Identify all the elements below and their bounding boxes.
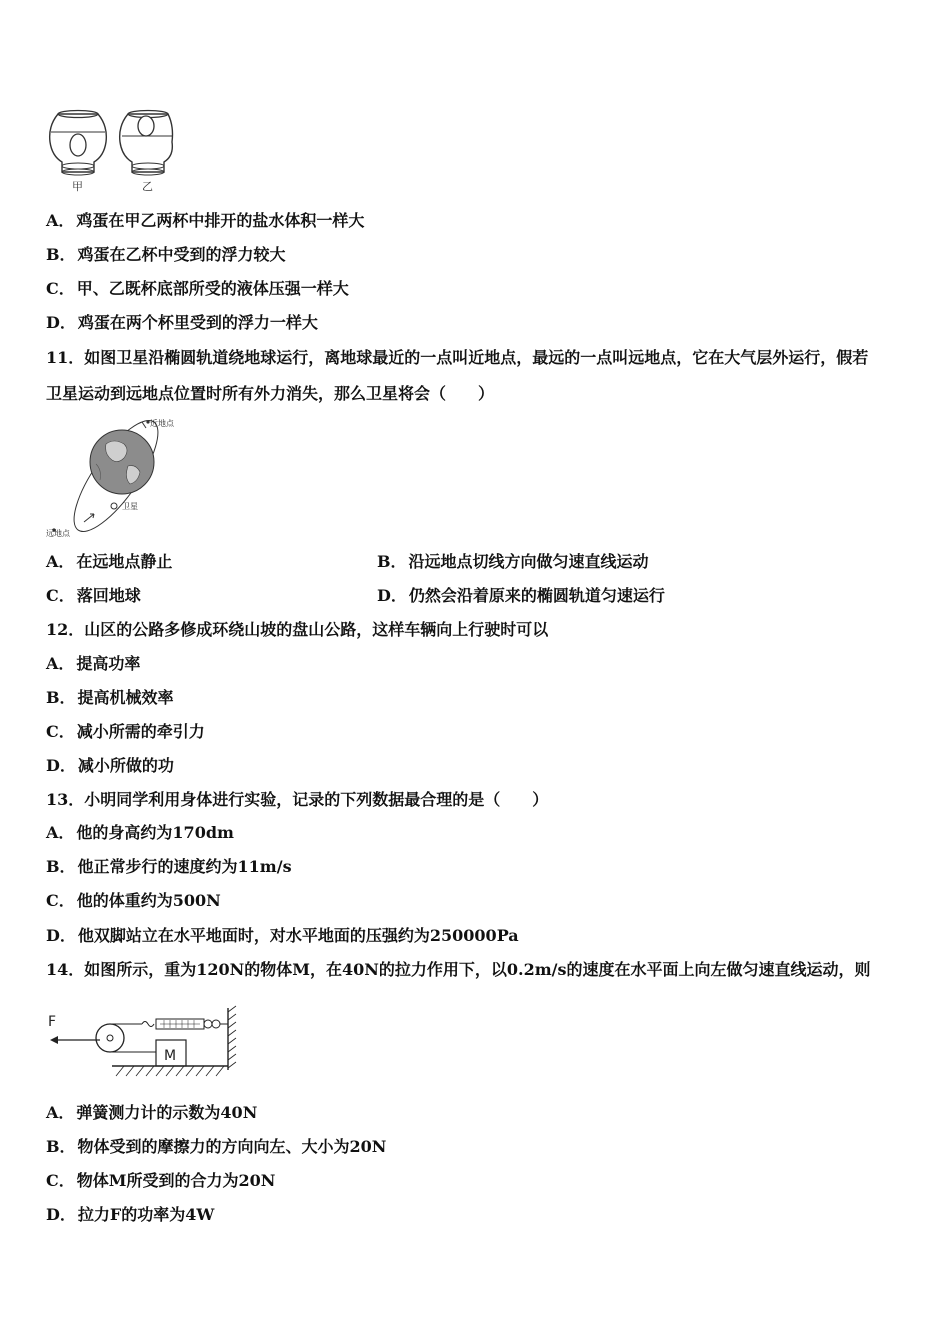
- option-text: 提高功率: [76, 654, 141, 673]
- q12-stem: 12．山区的公路多修成环绕山坡的盘山公路，这样车辆向上行驶时可以: [46, 620, 549, 639]
- option-label: D．: [46, 926, 76, 945]
- q11-option-b: [377, 551, 649, 573]
- pulley-svg: [44, 1004, 244, 1082]
- satellite-orbit-figure: [44, 414, 184, 540]
- option-label: B．: [46, 245, 76, 264]
- q11-stem-line1: 11．如图卫星沿椭圆轨道绕地球运行，离地球最近的一点叫近地点，最远的一点叫远地点，它在大气层外运行，假若: [46, 348, 869, 367]
- option-label: B．: [46, 857, 76, 876]
- q13-option-a: [46, 822, 234, 844]
- option-label: D．: [377, 586, 407, 605]
- option-text: 鸡蛋在乙杯中受到的浮力较大: [77, 245, 286, 264]
- option-text: 物体受到的摩擦力的方向向左、大小为20N: [77, 1137, 387, 1156]
- block-label: M: [164, 1048, 177, 1064]
- option-label: A．: [46, 211, 75, 230]
- q11-option-d: [377, 585, 665, 607]
- option-text: 他的体重约为500N: [76, 891, 221, 910]
- q13-option-d: [46, 925, 519, 947]
- option-text: 他的身高约为170dm: [76, 823, 234, 842]
- cup-label-yi: 乙: [142, 180, 153, 193]
- option-text: 拉力F的功率为4W: [77, 1205, 215, 1224]
- q12-option-b: [46, 687, 174, 709]
- force-label: F: [48, 1014, 57, 1030]
- option-label: B．: [46, 1137, 76, 1156]
- option-label: A．: [46, 552, 75, 571]
- satellite-orbit-svg: [44, 414, 184, 540]
- q14-option-a: [46, 1102, 257, 1124]
- q13-option-c: [46, 890, 221, 912]
- q11-option-a: [46, 551, 172, 573]
- option-text: 沿远地点切线方向做匀速直线运动: [408, 552, 649, 571]
- cup-yi: [120, 111, 173, 176]
- q13-option-b: [46, 856, 292, 878]
- option-text: 提高机械效率: [77, 688, 174, 707]
- q14-stem: 14．如图所示，重为120N的物体M，在40N的拉力作用下，以0.2m/s的速度在水平面上向左做匀速直线运动，则: [46, 960, 871, 979]
- option-text: 减小所做的功: [77, 756, 174, 775]
- option-label: C．: [46, 279, 75, 298]
- q12-option-c: [46, 721, 205, 743]
- q10-option-c: [46, 278, 349, 300]
- q10-option-d: [46, 312, 318, 334]
- q12-option-a: [46, 653, 140, 675]
- option-text: 鸡蛋在两个杯里受到的浮力一样大: [77, 313, 318, 332]
- option-label: B．: [377, 552, 407, 571]
- option-label: A．: [46, 654, 75, 673]
- option-text: 弹簧测力计的示数为40N: [76, 1103, 258, 1122]
- option-label: A．: [46, 1103, 75, 1122]
- option-label: A．: [46, 823, 75, 842]
- q14-option-c: [46, 1170, 275, 1192]
- option-text: 减小所需的牵引力: [76, 722, 205, 741]
- option-text: 在远地点静止: [76, 552, 173, 571]
- q11-stem-line2: 卫星运动到远地点位置时所有外力消失，那么卫星将会（ ）: [46, 384, 495, 403]
- q14-option-d: [46, 1204, 214, 1226]
- option-text: 落回地球: [76, 586, 141, 605]
- q14-option-b: [46, 1136, 386, 1158]
- option-label: D．: [46, 313, 76, 332]
- option-label: C．: [46, 891, 75, 910]
- option-label: C．: [46, 586, 75, 605]
- q13-stem: 13．小明同学利用身体进行实验，记录的下列数据最合理的是（ ）: [46, 790, 549, 809]
- far-point-label: 远地点: [46, 529, 70, 538]
- option-label: D．: [46, 1205, 76, 1224]
- option-text: 仍然会沿着原来的椭圆轨道匀速运行: [408, 586, 665, 605]
- near-point-label: 近地点: [150, 419, 174, 428]
- option-label: B．: [46, 688, 76, 707]
- q10-option-b: [46, 244, 286, 266]
- egg-cups-figure: [44, 108, 174, 196]
- egg-cups-svg: [44, 108, 174, 196]
- cup-jia: [50, 111, 107, 176]
- option-text: 物体M所受到的合力为20N: [76, 1171, 276, 1190]
- option-text: 他正常步行的速度约为11m/s: [77, 857, 292, 876]
- q10-option-a: [46, 210, 364, 232]
- option-text: 鸡蛋在甲乙两杯中排开的盐水体积一样大: [76, 211, 365, 230]
- q11-option-c: [46, 585, 141, 607]
- satellite-label: 卫星: [122, 502, 138, 511]
- option-label: D．: [46, 756, 76, 775]
- option-label: C．: [46, 722, 75, 741]
- cup-label-jia: 甲: [72, 180, 83, 193]
- pulley-figure: [44, 1004, 244, 1082]
- q12-option-d: [46, 755, 174, 777]
- option-text: 他双脚站立在水平地面时，对水平地面的压强约为250000Pa: [77, 926, 519, 945]
- option-text: 甲、乙既杯底部所受的液体压强一样大: [76, 279, 349, 298]
- option-label: C．: [46, 1171, 75, 1190]
